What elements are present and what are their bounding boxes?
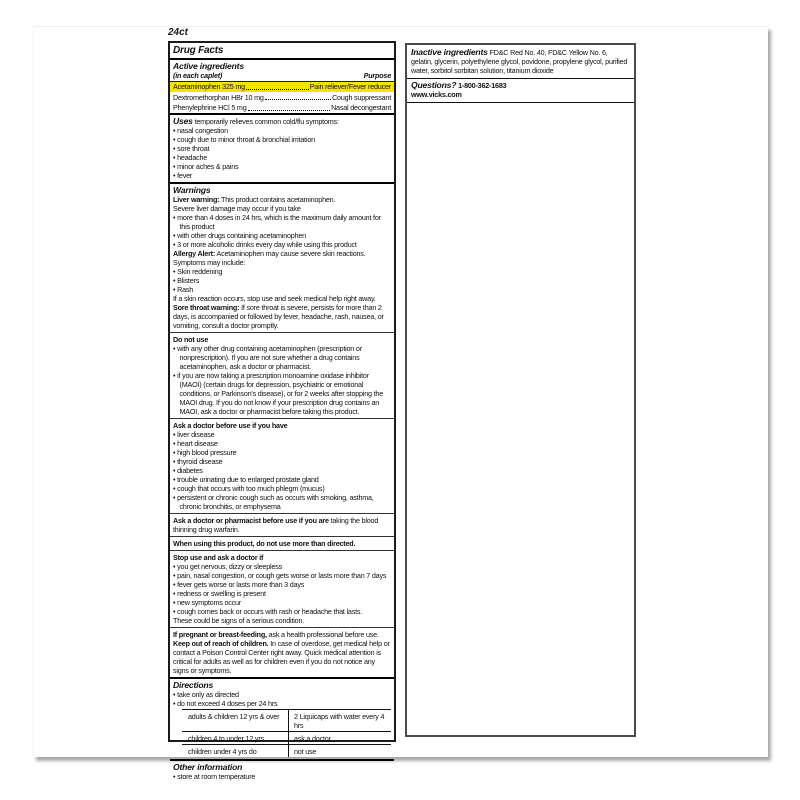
pregnancy-section [170,627,394,677]
blank-area [407,102,634,702]
drug-facts-title: Drug Facts [170,43,394,60]
inactive-ingredients-label: Inactive ingredients [411,46,488,57]
uses-bullet: • sore throat [173,144,391,153]
purpose-header: Purpose [363,71,391,80]
ask-doctor-bullet: • persistent or chronic cough such as occurs with smoking, asthma, chronic bronchitis, or emphysema [173,493,391,511]
ask-doctor-bullet: • cough that occurs with too much phlegm (mucus) [173,484,391,493]
dotted-leader [248,110,331,111]
stop-use-bullet: • you get nervous, dizzy or sleepless [173,562,391,571]
keep-out-of-reach-line [173,639,391,675]
other-information-bullet: • store at room temperature [173,772,391,781]
ingredient-row-acetaminophen [170,82,394,92]
do-not-use-bullet: • if you are now taking a prescription monoamine oxidase inhibitor (MAOI) (certain drugs for depression, psychiatric or emotional conditions, or Parkinson's disease), or for 2 weeks after stopping the MAOI drug. If you do not know if your prescription drug contains an MAOI, ask a doctor or pharmacist before taking this product. [173,371,391,416]
stop-use-bullet: • new symptoms occur [173,598,391,607]
allergy-bullet: • Skin reddening [173,267,391,276]
active-ingredients-title: Active ingredients [173,61,244,71]
dosage-group: adults & children 12 yrs & over [188,711,280,721]
do-not-use-bullet: • with any other drug containing acetaminophen (prescription or nonprescription). If you are not sure whether a drug contains acetaminophen, ask a doctor or pharmacist. [173,344,391,371]
ingredient-purpose: Pain reliever/Fever reducer [309,82,391,92]
ask-doctor-bullet: • trouble urinating due to enlarged prostate gland [173,475,391,484]
other-information-section [170,759,394,783]
dosage-table-row [182,731,391,744]
uses-bullet: • fever [173,171,391,180]
dosage-table [182,709,391,757]
dosage-group: children under 4 yrs do [188,746,257,756]
sore-throat-text: If sore throat is severe, persists for more than 2 days, is accompanied or followed by fever, headache, rash, nausea, or vomiting, consult a doctor promptly. [173,303,384,331]
dosage-table-row [182,744,391,757]
uses-section [170,113,394,182]
uses-bullet: • cough due to minor throat & bronchial irritation [173,135,391,144]
ingredient-purpose: Cough suppressant [332,92,391,102]
allergy-alert-label: Allergy Alert: [173,249,216,259]
ask-pharmacist-section [170,513,394,536]
pregnancy-line [173,630,391,639]
ingredient-row-dextromethorphan [170,92,394,102]
uses-intro: temporarily relieves common cold/flu symptoms: [194,117,339,127]
ask-doctor-bullet: • thyroid disease [173,457,391,466]
ask-doctor-bullet: • liver disease [173,430,391,439]
stop-use-bullet: • cough comes back or occurs with rash or headache that lasts. [173,607,391,616]
liver-warning-text: This product contains acetaminophen. [221,195,336,205]
dosage-amount: 2 Liquicaps with water every 4 hrs [288,710,391,731]
sore-throat-warning [173,303,391,330]
dosage-amount: not use [288,745,391,757]
stop-use-section [170,550,394,627]
uses-title: Uses [173,116,193,127]
warnings-section [170,182,394,332]
ingredient-purpose: Nasal decongestant [331,103,391,113]
liver-bullet: • 3 or more alcoholic drinks every day while using this product [173,240,391,249]
active-ingredients-subtitle: (in each caplet) [173,71,223,80]
stop-use-after: These could be signs of a serious condition. [173,616,305,626]
questions-section [407,78,634,103]
directions-bullet: • take only as directed [173,690,391,699]
uses-bullet: • nasal congestion [173,126,391,135]
dosage-group: children 4 to under 12 yrs [188,733,264,743]
pregnancy-label: If pregnant or breast-feeding, [173,630,267,640]
ingredient-row-phenylephrine [170,103,394,113]
warnings-title: Warnings [173,185,211,196]
when-using-section [170,536,394,550]
ask-doctor-bullet: • heart disease [173,439,391,448]
ingredient-name: Dextromethorphan HBr 10 mg [173,92,264,102]
dosage-amount: ask a doctor [288,732,391,744]
dosage-table-row [182,710,391,731]
stop-use-bullet: • redness or swelling is present [173,589,391,598]
questions-label: Questions? [411,80,457,90]
sore-throat-label: Sore throat warning: [173,303,240,313]
label-page [33,26,768,782]
pack-count-label: 24ct [168,27,189,38]
stop-use-bullet: • fever gets worse or lasts more than 3 days [173,580,391,589]
do-not-use-section [170,332,394,418]
uses-bullet: • minor aches & pains [173,162,391,171]
allergy-alert-text: Acetaminophen may cause severe skin reactions. [216,249,366,259]
ask-pharmacist-text: taking the blood thinning drug warfarin. [173,516,379,535]
ask-pharmacist-label: Ask a doctor or pharmacist before use if you are [173,516,329,526]
questions-phone: 1-800-362-1683 [458,81,507,90]
directions-bullet: • do not exceed 4 doses per 24 hrs [173,699,391,708]
allergy-bullet: • Rash [173,285,391,294]
liver-warning [173,195,391,204]
dotted-leader [246,89,309,90]
liver-bullet: • with other drugs containing acetaminophen [173,231,391,240]
allergy-alert [173,249,391,258]
liver-warning-line2: Severe liver damage may occur if you take [173,204,301,214]
allergy-line2: Symptoms may include: [173,258,246,268]
pregnancy-text: ask a health professional before use. [268,630,379,640]
allergy-bullet: • Blisters [173,276,391,285]
inactive-ingredients-panel [405,43,636,737]
inactive-ingredients-section [407,45,634,78]
uses-bullet: • headache [173,153,391,162]
when-using-text: When using this product, do not use more than directed. [173,539,356,549]
keep-out-text: In case of overdose, get medical help or contact a Poison Control Center right away. Quick medical attention is critical for adults as well as for children even if you do not notice any signs or symptoms. [173,639,390,676]
drug-facts-panel [168,41,396,782]
stop-use-label: Stop use and ask a doctor if [173,553,264,563]
ingredient-name: Acetaminophen 325 mg [173,82,245,92]
ingredient-name: Phenylephrine HCl 5 mg [173,103,247,113]
directions-title: Directions [173,680,214,691]
questions-url: www.vicks.com [411,90,462,99]
directions-section [170,677,394,759]
inactive-ingredients-text: FD&C Red No. 40, FD&C Yellow No. 6, gelatin, glycerin, polyethylene glycol, povidone, propylene glycol, purified water, sorbitol sorbitan solution, titanium dioxide [411,47,628,75]
allergy-after: If a skin reaction occurs, stop use and seek medical help right away. [173,294,376,304]
stop-use-bullet: • pain, nasal congestion, or cough gets worse or lasts more than 7 days [173,571,391,580]
liver-bullet: • more than 4 doses in 24 hrs, which is the maximum daily amount for this product [173,213,391,231]
keep-out-label: Keep out of reach of children. [173,639,269,649]
other-information-title: Other information [173,762,243,773]
ask-doctor-section [170,418,394,513]
ask-doctor-bullet: • high blood pressure [173,448,391,457]
ask-doctor-label: Ask a doctor before use if you have [173,421,288,431]
ask-doctor-bullet: • diabetes [173,466,391,475]
dotted-leader [265,99,331,100]
liver-warning-label: Liver warning: [173,195,220,205]
active-ingredients-header [170,60,394,82]
do-not-use-label: Do not use [173,335,209,345]
